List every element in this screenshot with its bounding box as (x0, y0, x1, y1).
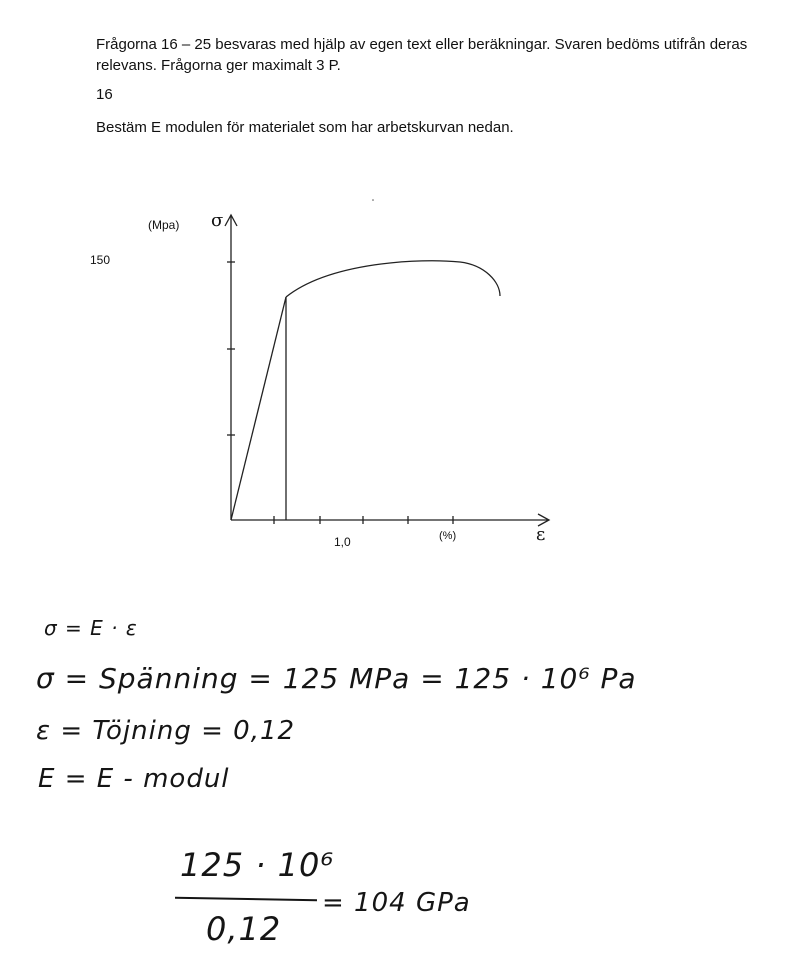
elastic-line (231, 297, 286, 520)
x-unit-label: (%) (439, 530, 457, 542)
y-axis-symbol: σ (211, 210, 224, 231)
question-text: Bestäm E modulen för materialet som har arbetskurvan nedan. (96, 119, 514, 136)
x-axis-symbol: ε (536, 524, 546, 545)
modulus-line: E = E - modul (38, 764, 230, 794)
intro-text: Frågorna 16 – 25 besvaras med hjälp av egen text eller beräkningar. Svaren bedöms utifrån deras relevans. Frågorna ger maximalt 3 P. (96, 36, 748, 74)
question-number: 16 (96, 86, 113, 103)
result: = 104 GPa (322, 888, 471, 918)
stray-dot (372, 199, 374, 201)
y-tick-label: 150 (90, 253, 111, 267)
stress-line: σ = Spänning = 125 MPa = 125 · 10⁶ Pa (36, 662, 637, 695)
formula-line: σ = E · ε (44, 616, 138, 640)
x-tick-label: 1,0 (334, 535, 351, 549)
fraction-numerator: 125 · 10⁶ (180, 846, 335, 884)
strain-line: ε = Töjning = 0,12 (36, 716, 296, 746)
stress-strain-curve (286, 261, 500, 297)
fraction-denominator: 0,12 (206, 910, 282, 948)
y-unit-label: (Mpa) (148, 218, 180, 232)
